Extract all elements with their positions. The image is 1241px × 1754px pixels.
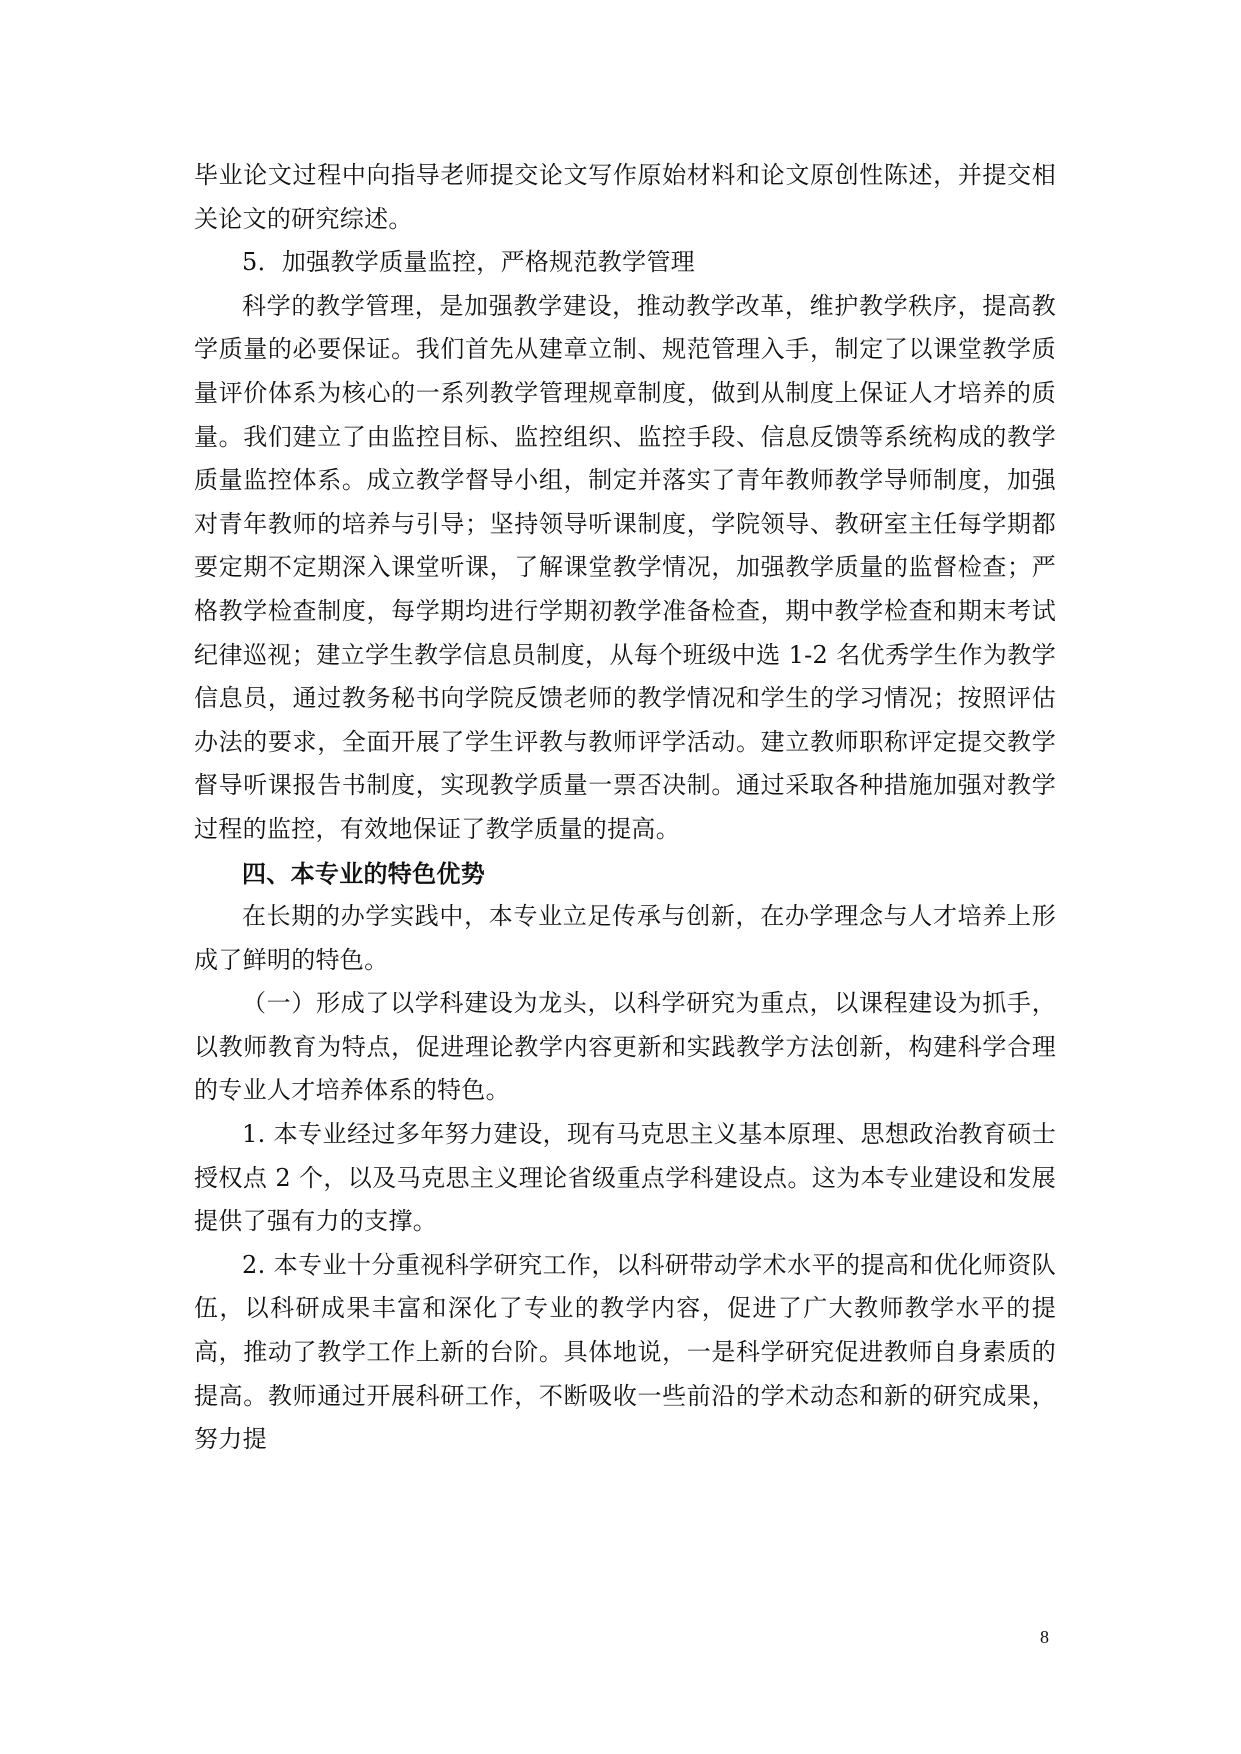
paragraph-point-two: 2. 本专业十分重视科学研究工作，以科研带动学术水平的提高和优化师资队伍，以科研成果丰富和深化了专业的教学内容，促进了广大教师教学水平的提高，推动了教学工作上新的台阶。具体地说，一是科学研究促进教师自身素质的提高。教师通过开展科研工作，不断吸收一些前沿的学术动态和新的研究成果，努力提 — [194, 1250, 1056, 1454]
document-body — [194, 154, 1056, 1462]
paragraph-continuation: 毕业论文过程中向指导老师提交论文写作原始材料和论文原创性陈述，并提交相关论文的研究综述。 — [194, 161, 1056, 233]
paragraph-teaching-management: 科学的教学管理，是加强教学建设，推动教学改革，维护教学秩序，提高教学质量的必要保证。我们首先从建章立制、规范管理入手，制定了以课堂教学质量评价体系为核心的一系列教学管理规章制度，做到从制度上保证人才培养的质量。我们建立了由监控目标、监控组织、监控手段、信息反馈等系统构成的教学质量监控体系。成立教学督导小组，制定并落实了青年教师教学导师制度，加强对青年教师的培养与引导；坚持领导听课制度，学院领导、教研室主任每学期都要定期不定期深入课堂听课，了解课堂教学情况，加强教学质量的监督检查；严格教学检查制度，每学期均进行学期初教学准备检查，期中教学检查和期末考试纪律巡视；建立学生教学信息员制度，从每个班级中选 1-2 名优秀学生作为教学信息员，通过教务秘书向学院反馈老师的教学情况和学生的学习情况；按照评估办法的要求，全面开展了学生评教与教师评学活动。建立教师职称评定提交教学督导听课报告书制度，实现教学质量一票否决制。通过采取各种措施加强对教学过程的监控，有效地保证了教学质量的提高。 — [194, 291, 1056, 843]
section-heading-features: 四、本专业的特色优势 — [242, 858, 485, 888]
subheading-teaching-quality: 5．加强教学质量监控，严格规范教学管理 — [242, 248, 695, 277]
paragraph-point-one: 1. 本专业经过多年努力建设，现有马克思主义基本原理、思想政治教育硕士授权点 2 个，以及马克思主义理论省级重点学科建设点。这为本专业建设和发展提供了强有力的支撑。 — [194, 1120, 1056, 1236]
paragraph-feature-one: （一）形成了以学科建设为龙头，以科学研究为重点，以课程建设为抓手，以教师教育为特点，促进理论教学内容更新和实践教学方法创新，构建科学合理的专业人才培养体系的特色。 — [194, 989, 1056, 1105]
page-number: 8 — [1040, 1627, 1049, 1647]
paragraph-features-intro: 在长期的办学实践中，本专业立足传承与创新，在办学理念与人才培养上形成了鲜明的特色。 — [194, 902, 1056, 974]
